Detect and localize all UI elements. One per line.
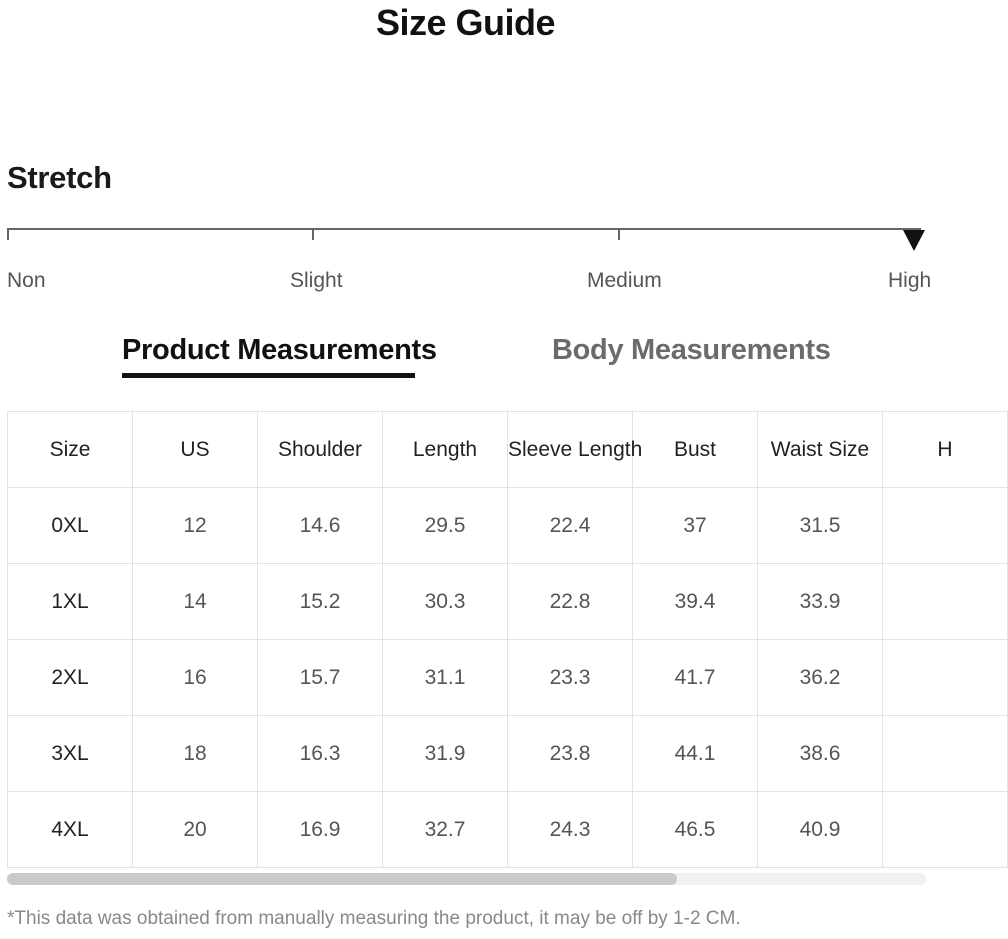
table-cell: 31.5 xyxy=(758,488,883,564)
stretch-tick-non xyxy=(7,228,9,240)
table-cell: 14 xyxy=(133,564,258,640)
table-row xyxy=(8,640,1008,716)
header-bust: Bust xyxy=(633,412,758,488)
table-cell xyxy=(883,640,1008,716)
table-cell: 41.7 xyxy=(633,640,758,716)
table-cell: 46.5 xyxy=(633,792,758,868)
table-cell: 0XL xyxy=(8,488,133,564)
header-shoulder: Shoulder xyxy=(258,412,383,488)
measurements-table xyxy=(7,411,1008,868)
table-cell: 40.9 xyxy=(758,792,883,868)
table-cell: 16.9 xyxy=(258,792,383,868)
table-cell: 24.3 xyxy=(508,792,633,868)
table-cell: 44.1 xyxy=(633,716,758,792)
table-row xyxy=(8,564,1008,640)
stretch-level-marker-icon xyxy=(903,230,925,251)
stretch-heading: Stretch xyxy=(7,160,112,195)
stretch-label-high: High xyxy=(888,269,932,292)
table-cell xyxy=(883,564,1008,640)
table-cell: 12 xyxy=(133,488,258,564)
table-cell: 32.7 xyxy=(383,792,508,868)
table-cell: 15.2 xyxy=(258,564,383,640)
header-us: US xyxy=(133,412,258,488)
stretch-label-medium: Medium xyxy=(587,269,662,292)
table-cell: 18 xyxy=(133,716,258,792)
measurement-disclaimer: *This data was obtained from manually measuring the product, it may be off by 1-2 CM. xyxy=(7,908,741,929)
page-title: Size Guide xyxy=(375,2,556,43)
table-cell: 22.8 xyxy=(508,564,633,640)
header-length: Length xyxy=(383,412,508,488)
table-cell: 1XL xyxy=(8,564,133,640)
table-cell: 38.6 xyxy=(758,716,883,792)
table-cell: 37 xyxy=(633,488,758,564)
table-header-row xyxy=(8,412,1008,488)
table-cell: 29.5 xyxy=(383,488,508,564)
table-cell: 2XL xyxy=(8,640,133,716)
stretch-label-non: Non xyxy=(7,269,46,292)
table-cell: 14.6 xyxy=(258,488,383,564)
header-waist-size: Waist Size xyxy=(758,412,883,488)
horizontal-scrollbar-thumb[interactable] xyxy=(7,873,677,885)
header-size: Size xyxy=(8,412,133,488)
table-cell: 16 xyxy=(133,640,258,716)
table-cell: 23.8 xyxy=(508,716,633,792)
table-cell: 33.9 xyxy=(758,564,883,640)
table-cell: 20 xyxy=(133,792,258,868)
table-cell xyxy=(883,716,1008,792)
header-hip: H xyxy=(883,412,1008,488)
table-cell: 39.4 xyxy=(633,564,758,640)
table-row xyxy=(8,488,1008,564)
tab-product-measurements[interactable]: Product Measurements xyxy=(122,334,437,366)
measurements-table-container[interactable] xyxy=(7,411,953,871)
table-cell: 16.3 xyxy=(258,716,383,792)
table-cell xyxy=(883,488,1008,564)
table-cell: 3XL xyxy=(8,716,133,792)
table-cell: 36.2 xyxy=(758,640,883,716)
table-cell: 22.4 xyxy=(508,488,633,564)
stretch-tick-medium xyxy=(618,228,620,240)
stretch-tick-slight xyxy=(312,228,314,240)
table-row xyxy=(8,716,1008,792)
table-cell: 23.3 xyxy=(508,640,633,716)
table-cell: 30.3 xyxy=(383,564,508,640)
stretch-scale-line xyxy=(7,228,921,230)
table-row xyxy=(8,792,1008,868)
table-cell xyxy=(883,792,1008,868)
table-cell: 15.7 xyxy=(258,640,383,716)
stretch-scale xyxy=(0,222,931,302)
table-cell: 31.1 xyxy=(383,640,508,716)
table-cell: 31.9 xyxy=(383,716,508,792)
header-sleeve-length: Sleeve Length xyxy=(508,412,633,488)
stretch-label-slight: Slight xyxy=(290,269,343,292)
active-tab-indicator xyxy=(122,373,415,378)
table-cell: 4XL xyxy=(8,792,133,868)
tab-body-measurements[interactable]: Body Measurements xyxy=(552,334,831,366)
